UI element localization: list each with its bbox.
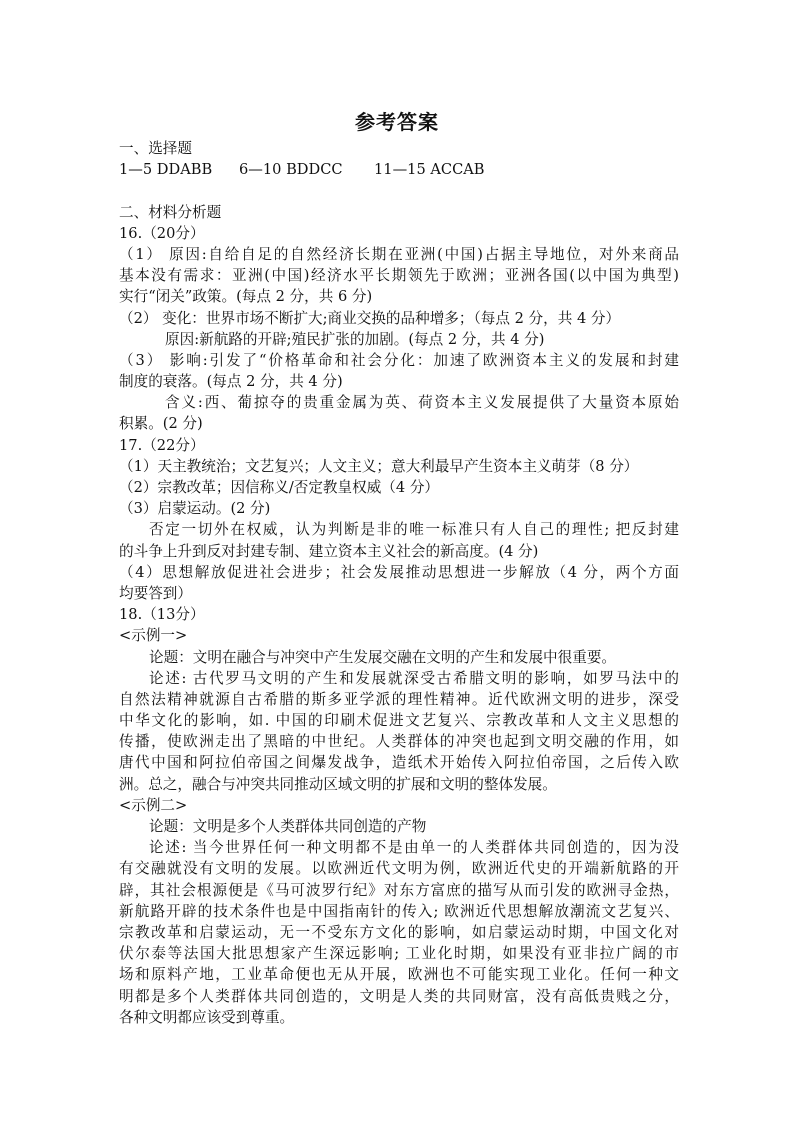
essay-line: 传播，使欧洲走出了黑暗的中世纪。人类群体的冲突也起到文明交融的作用，如 xyxy=(119,733,679,751)
thesis-line: 论题：文明在融合与冲突中产生发展交融在文明的产生和发展中很重要。 xyxy=(149,648,617,666)
page-title: 参考答案 xyxy=(355,110,439,134)
answer-content xyxy=(119,138,679,1028)
question-16-heading: 16.（20分） xyxy=(119,224,205,242)
essay-line: 自然法精神就源自古希腊的斯多亚学派的理性精神。近代欧洲文明的进步，深受 xyxy=(119,690,679,708)
essay-line: 场和原料产地，工业革命便也无从开展，欧洲也不可能实现工业化。任何一种文 xyxy=(119,966,679,984)
essay-line: 明都是多个人类群体共同创造的，文明是人类的共同财富，没有高低贵贱之分， xyxy=(119,987,679,1005)
answer-group: 6—10 BDDCC xyxy=(239,161,343,179)
essay-line: 新航路开辟的技术条件也是中国指南针的传入; 欧洲近代思想解放潮流文艺复兴、 xyxy=(119,902,679,920)
answer-line: 基本没有需求：亚洲(中国)经济水平长期领先于欧洲；亚洲各国(以中国为典型) xyxy=(119,267,679,285)
essay-line: 宗教改革和启蒙运动，无一不受东方文化的影响，如启蒙运动时期，中国文化对 xyxy=(119,923,679,941)
answer-line: 均要答到） xyxy=(119,584,192,602)
answer-line: （1）天主教统治；文艺复兴；人文主义；意大利最早产生资本主义萌芽（8 分） xyxy=(119,457,639,475)
thesis-line: 论题：文明是多个人类群体共同创造的产物 xyxy=(149,818,427,835)
answer-line: （1） 原因:自给自足的自然经济长期在亚洲(中国)占据主导地位，对外来商品 xyxy=(119,245,679,263)
spacer xyxy=(119,180,679,201)
answer-line: （3）启蒙运动。(2 分) xyxy=(119,500,271,518)
answer-line: 含义:西、葡掠夺的贵重金属为英、荷资本主义发展提供了大量资本原始 xyxy=(165,394,679,412)
essay-line: 辟，其社会根源便是《马可波罗行纪》对东方富庶的描写从而引发的欧洲寻金热， xyxy=(119,881,679,899)
essay-line: 论述: 当今世界任何一种文明都不是由单一的人类群体共同创造的，因为没 xyxy=(149,839,679,857)
essay-line: 洲。总之，融合与冲突共同推动区域文明的扩展和文明的整体发展。 xyxy=(119,775,557,793)
answer-line: （3） 影响:引发了“价格革命和社会分化：加速了欧洲资本主义的发展和封建 xyxy=(119,351,679,369)
question-17-heading: 17.（22分） xyxy=(119,436,205,454)
multiple-choice-answers xyxy=(119,159,679,180)
answer-line: 否定一切外在权威，认为判断是非的唯一标准只有人自己的理性; 把反封建 xyxy=(149,521,679,539)
answer-line: 的斗争上升到反对封建专制、建立资本主义社会的新高度。(4 分) xyxy=(119,542,539,560)
essay-line: 有交融就没有文明的发展。以欧洲近代文明为例，欧洲近代史的开端新航路的开 xyxy=(119,860,679,878)
answer-line: （2） 变化：世界市场不断扩大;商业交换的品种增多；（每点 2 分，共 4 分） xyxy=(119,309,621,327)
answer-line: 制度的衰落。(每点 2 分，共 4 分) xyxy=(119,373,343,391)
question-18-heading: 18.（13分） xyxy=(119,606,205,624)
essay-line: 中华文化的影响，如. 中国的印刷术促进文艺复兴、宗教改革和人文主义思想的 xyxy=(119,712,679,730)
section-heading-multiple-choice: 一、选择题 xyxy=(119,140,192,157)
answer-group: 11—15 ACCAB xyxy=(374,161,485,179)
essay-line: 各种文明都应该受到尊重。 xyxy=(119,1008,295,1026)
essay-line: 伏尔泰等法国大批思想家产生深远影响; 工业化时期，如果没有亚非拉广阔的市 xyxy=(119,945,679,963)
answer-line: 积累。(2 分) xyxy=(119,415,203,433)
answer-line: 原因:新航路的开辟;殖民扩张的加剧。(每点 2 分，共 4 分) xyxy=(165,330,545,348)
answer-line: （4）思想解放促进社会进步；社会发展推动思想进一步解放（4 分，两个方面 xyxy=(119,563,679,581)
answer-line: 实行“闭关”政策。(每点 2 分，共 6 分) xyxy=(119,288,373,306)
answer-line: （2）宗教改革；因信称义/否定教皇权威（4 分） xyxy=(119,479,440,496)
essay-line: 唐代中国和阿拉伯帝国之间爆发战争，造纸术开始传入阿拉伯帝国，之后传入欧 xyxy=(119,754,679,772)
section-heading-analysis: 二、材料分析题 xyxy=(119,203,222,221)
essay-line: 论述: 古代罗马文明的产生和发展就深受古希腊文明的影响，如罗马法中的 xyxy=(149,669,679,687)
example-label: <示例一> xyxy=(119,627,188,645)
example-label: <示例二> xyxy=(119,796,188,814)
answer-group: 1—5 DDABB xyxy=(119,161,213,179)
